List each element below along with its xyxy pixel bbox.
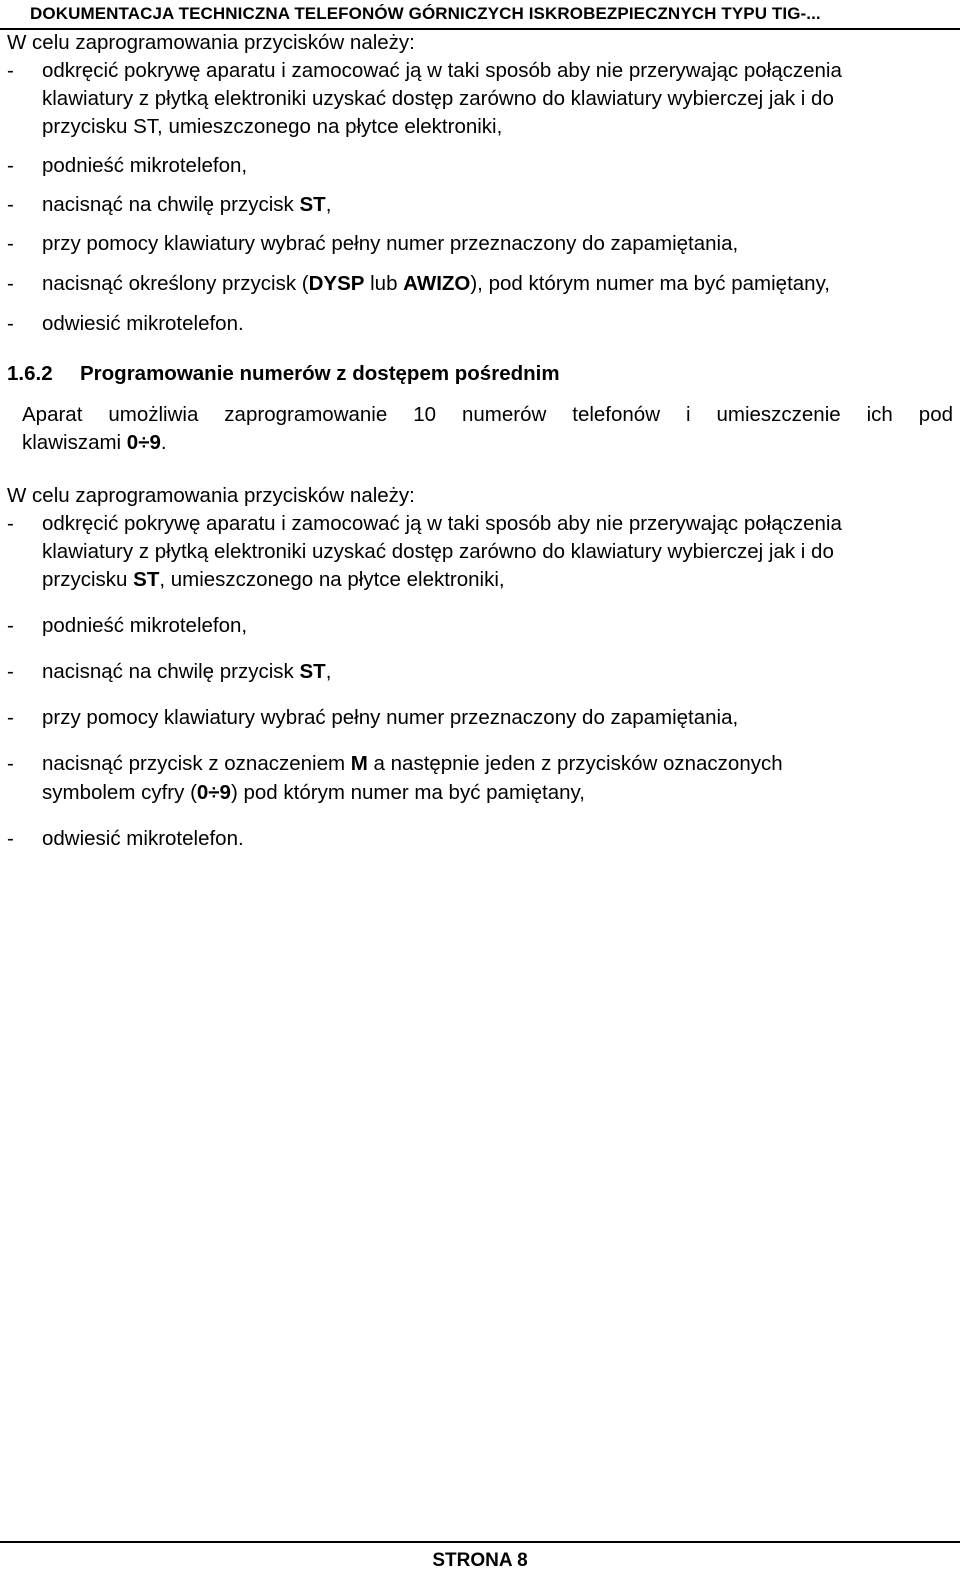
list-dash: - [7, 193, 14, 216]
list-dash: - [7, 614, 14, 637]
section1-intro: W celu zaprogramowania przycisków należy: [7, 31, 415, 54]
step5-b: DYSP [308, 272, 365, 295]
s2-step3-text [42, 658, 331, 686]
list-dash: - [7, 232, 14, 255]
s2-step4-text: przy pomocy klawiatury wybrać pełny numer przeznaczony do zapamiętania, [42, 706, 739, 729]
step6-text: odwiesić mikrotelefon. [42, 312, 244, 335]
list-dash: - [7, 312, 14, 335]
s2-step1-line1: odkręcić pokrywę aparatu i zamocować ją w taki sposób aby nie przerywając połączenia [42, 512, 842, 535]
step2-text: podnieść mikrotelefon, [42, 154, 248, 177]
s2-step5-pre: nacisnąć przycisk z oznaczeniem [42, 752, 351, 775]
s2-step1-bold: ST [133, 568, 160, 591]
s2-step5-line1 [42, 750, 783, 778]
list-dash: - [7, 59, 14, 82]
desc-bold: 0÷9 [126, 431, 161, 454]
step5-text [42, 270, 830, 298]
desc-pre: klawiszami [22, 431, 127, 454]
section-title: Programowanie numerów z dostępem pośrednim [80, 362, 560, 385]
section2-desc-line2 [22, 429, 167, 457]
s2-step1-pre: przycisku [42, 568, 134, 591]
page-footer [0, 1541, 960, 1583]
step3-post: , [325, 193, 332, 216]
list-dash: - [7, 512, 14, 535]
step1-line2: klawiatury z płytką elektroniki uzyskać dostęp zarówno do klawiatury wybierczej jak i do [42, 87, 834, 110]
section2-desc-line1: Aparat umożliwia zaprogramowanie 10 numerów telefonów i umieszczenie ich pod [22, 403, 953, 426]
page-header [0, 0, 960, 30]
s2-step3-bold: ST [299, 660, 326, 683]
step5-e: ), pod którym numer ma być pamiętany, [470, 272, 831, 295]
step5-c: lub [364, 272, 404, 295]
list-dash: - [7, 660, 14, 683]
s2-step5-l2-post: ) pod którym numer ma być pamiętany, [230, 781, 585, 804]
list-dash: - [7, 272, 14, 295]
s2-step3-post: , [325, 660, 332, 683]
step1-line1: odkręcić pokrywę aparatu i zamocować ją w taki sposób aby nie przerywając połączenia [42, 59, 842, 82]
step5-a: nacisnąć określony przycisk ( [42, 272, 309, 295]
s2-step1-line2: klawiatury z płytką elektroniki uzyskać dostęp zarówno do klawiatury wybierczej jak i do [42, 540, 834, 563]
s2-step5-l2-bold: 0÷9 [196, 781, 231, 804]
s2-step1-post: , umieszczonego na płytce elektroniki, [159, 568, 505, 591]
step3-text [42, 191, 331, 219]
section2-intro: W celu zaprogramowania przycisków należy: [7, 484, 415, 507]
document-title: DOKUMENTACJA TECHNICZNA TELEFONÓW GÓRNICZYCH ISKROBEZPIECZNYCH TYPU TIG-... [30, 4, 821, 23]
s2-step3-pre: nacisnąć na chwilę przycisk [42, 660, 300, 683]
step3-bold: ST [299, 193, 326, 216]
s2-step1-line3 [42, 566, 505, 594]
list-dash: - [7, 706, 14, 729]
step1-line3: przycisku ST, umieszczonego na płytce elektroniki, [42, 115, 503, 138]
s2-step6-text: odwiesić mikrotelefon. [42, 827, 244, 850]
s2-step5-l2-pre: symbolem cyfry ( [42, 781, 197, 804]
s2-step5-bold: M [350, 752, 368, 775]
step3-pre: nacisnąć na chwilę przycisk [42, 193, 300, 216]
s2-step5-line2 [42, 779, 585, 807]
list-dash: - [7, 752, 14, 775]
section-number: 1.6.2 [7, 362, 53, 385]
list-dash: - [7, 827, 14, 850]
step5-d: AWIZO [403, 272, 471, 295]
step4-text: przy pomocy klawiatury wybrać pełny numer przeznaczony do zapamiętania, [42, 232, 739, 255]
s2-step2-text: podnieść mikrotelefon, [42, 614, 248, 637]
s2-step5-post: a następnie jeden z przycisków oznaczonych [367, 752, 783, 775]
list-dash: - [7, 154, 14, 177]
desc-post: . [160, 431, 167, 454]
page-number: STRONA 8 [432, 1550, 528, 1571]
